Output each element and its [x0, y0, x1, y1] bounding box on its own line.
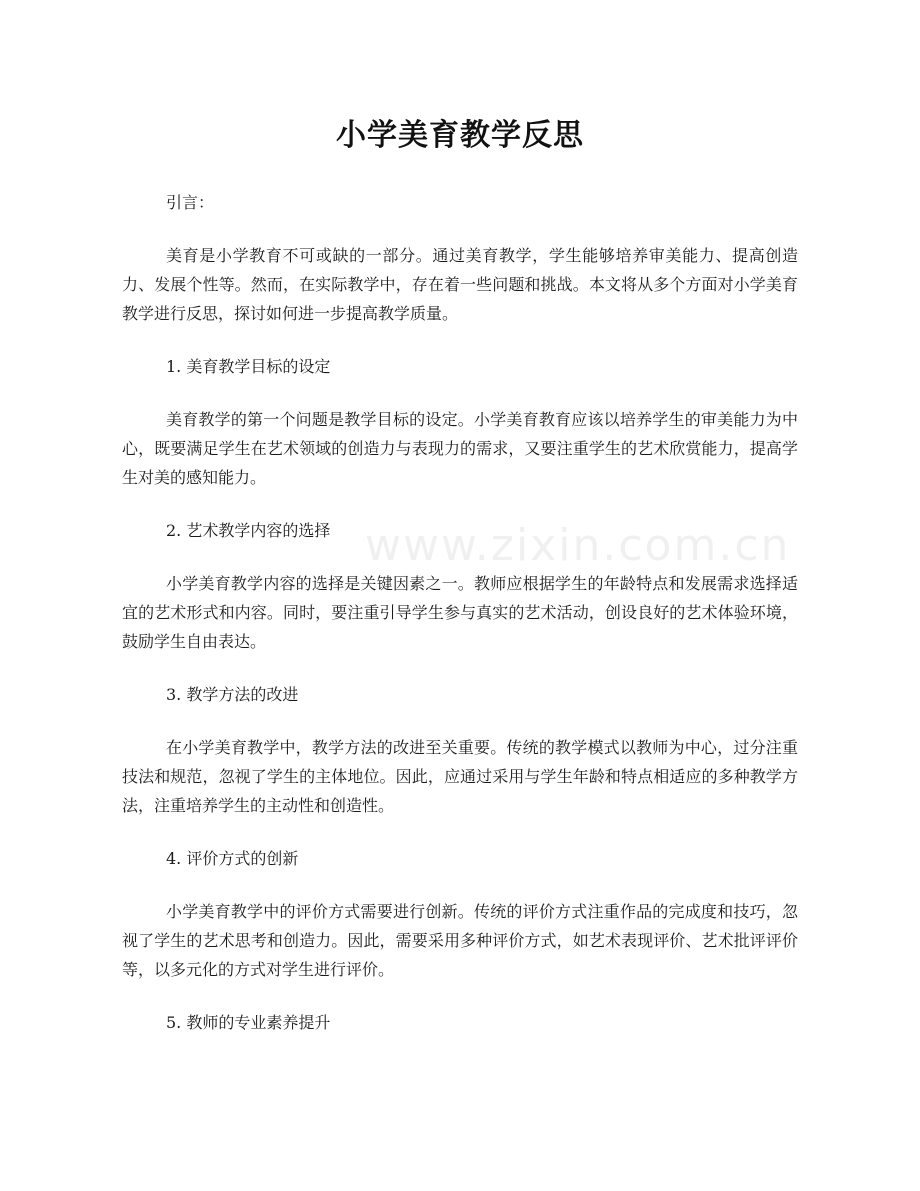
- section-heading-3: 3. 教学方法的改进: [166, 685, 299, 704]
- section-body-4: 小学美育教学中的评价方式需要进行创新。传统的评价方式注重作品的完成度和技巧，忽视了学生的艺术思考和创造力。因此，需要采用多种评价方式，如艺术表现评价、艺术批评评价等，以多元化的方式对学生进行评价。: [122, 902, 798, 979]
- document-title: 小学美育教学反思: [336, 118, 584, 153]
- section-body-2: 小学美育教学内容的选择是关键因素之一。教师应根据学生的年龄特点和发展需求选择适宜的艺术形式和内容。同时，要注重引导学生参与真实的艺术活动，创设良好的艺术体验环境，鼓励学生自由表达。: [122, 574, 798, 651]
- section-heading-2: 2. 艺术教学内容的选择: [166, 521, 331, 540]
- section-heading-1: 1. 美育教学目标的设定: [166, 357, 331, 376]
- watermark: www.zixin.com.cn: [365, 520, 791, 571]
- section-body-3: 在小学美育教学中，教学方法的改进至关重要。传统的教学模式以教师为中心，过分注重技法和规范，忽视了学生的主体地位。因此，应通过采用与学生年龄和特点相适应的多种教学方法，注重培养学生的主动性和创造性。: [122, 738, 798, 815]
- document-body: [122, 188, 798, 1061]
- section-heading-5: 5. 教师的专业素养提升: [166, 1013, 331, 1032]
- section-heading-4: 4. 评价方式的创新: [166, 849, 299, 868]
- section-body-1: 美育教学的第一个问题是教学目标的设定。小学美育教育应该以培养学生的审美能力为中心，既要满足学生在艺术领域的创造力与表现力的需求，又要注重学生的艺术欣赏能力，提高学生对美的感知能力。: [122, 410, 798, 487]
- intro-label: 引言：: [166, 193, 215, 212]
- intro-paragraph: 美育是小学教育不可或缺的一部分。通过美育教学，学生能够培养审美能力、提高创造力、发展个性等。然而，在实际教学中，存在着一些问题和挑战。本文将从多个方面对小学美育教学进行反思，探讨如何进一步提高教学质量。: [122, 246, 798, 323]
